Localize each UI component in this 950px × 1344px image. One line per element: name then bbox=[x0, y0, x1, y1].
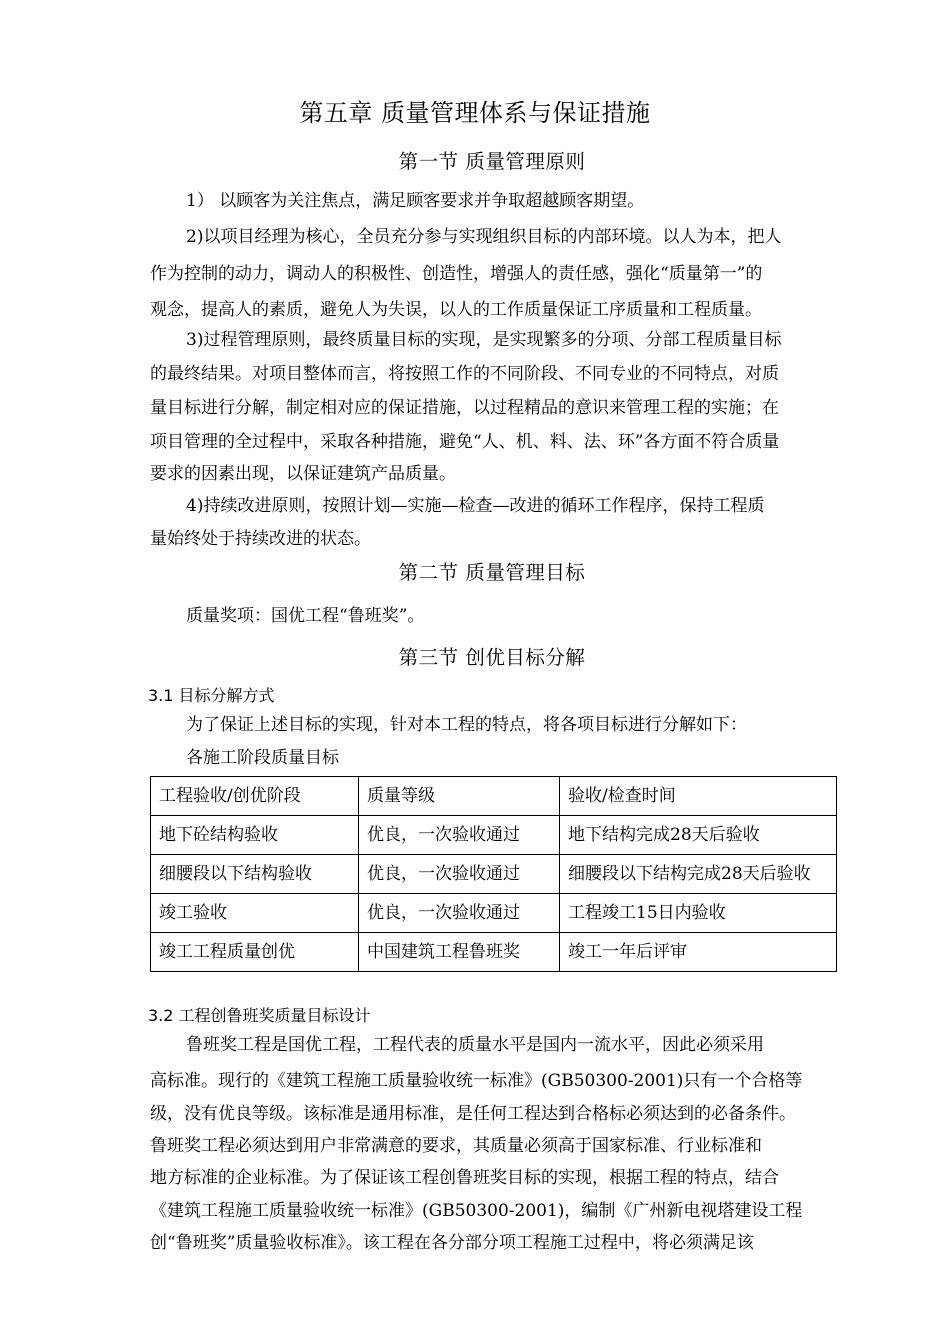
quality-goals-table bbox=[150, 776, 837, 972]
principle-2-line-3: 观念，提高人的素质，避免人为失误，以人的工作质量保证工序质量和工程质量。 bbox=[150, 300, 762, 320]
table-cell: 竣工验收 bbox=[151, 894, 359, 933]
principle-3-line-1: 3)过程管理原则，最终质量目标的实现，是实现繁多的分项、分部工程质量目标 bbox=[186, 330, 782, 350]
section1-title: 第一节 质量管理原则 bbox=[398, 150, 586, 173]
table-caption: 各施工阶段质量目标 bbox=[186, 748, 339, 768]
table-header-row bbox=[151, 777, 837, 816]
body-line: 地方标准的企业标准。为了保证该工程创鲁班奖目标的实现，根据工程的特点，结合 bbox=[150, 1168, 779, 1188]
body-line: 鲁班奖工程是国优工程，工程代表的质量水平是国内一流水平，因此必须采用 bbox=[186, 1035, 764, 1055]
principle-3-line-2: 的最终结果。对项目整体而言，将按照工作的不同阶段、不同专业的不同特点，对质 bbox=[150, 364, 779, 384]
table-cell: 竣工工程质量创优 bbox=[151, 933, 359, 972]
table-cell: 细腰段以下结构完成28天后验收 bbox=[560, 855, 837, 894]
table-row bbox=[151, 816, 837, 855]
table-header-cell: 验收/检查时间 bbox=[560, 777, 837, 816]
body-line: 级，没有优良等级。该标准是通用标准，是任何工程达到合格标必须达到的必备条件。 bbox=[150, 1104, 796, 1124]
table-cell: 工程竣工15日内验收 bbox=[560, 894, 837, 933]
body-line: 高标准。现行的《建筑工程施工质量验收统一标准》(GB50300-2001)只有一个合格等 bbox=[150, 1071, 803, 1091]
table-row bbox=[151, 894, 837, 933]
body-line: 《建筑工程施工质量验收统一标准》(GB50300-2001)，编制《广州新电视塔建设工程 bbox=[150, 1201, 803, 1221]
table-cell: 优良，一次验收通过 bbox=[359, 894, 560, 933]
subsection-3-1-heading: 3.1 目标分解方式 bbox=[148, 686, 275, 705]
table-row bbox=[151, 933, 837, 972]
principle-3-line-3: 量目标进行分解，制定相对应的保证措施，以过程精品的意识来管理工程的实施；在 bbox=[150, 398, 779, 418]
table-header-cell: 质量等级 bbox=[359, 777, 560, 816]
principle-1-line-1: 1） 以顾客为关注焦点，满足顾客要求并争取超越顾客期望。 bbox=[186, 191, 645, 211]
table-cell: 地下砼结构验收 bbox=[151, 816, 359, 855]
body-line: 创“鲁班奖”质量验收标准》。该工程在各分部分项工程施工过程中，将必须满足该 bbox=[150, 1233, 754, 1253]
table-cell: 优良，一次验收通过 bbox=[359, 816, 560, 855]
body-line: 鲁班奖工程必须达到用户非常满意的要求，其质量必须高于国家标准、行业标准和 bbox=[150, 1136, 762, 1156]
table-row bbox=[151, 855, 837, 894]
principle-3-line-5: 要求的因素出现，以保证建筑产品质量。 bbox=[150, 464, 456, 484]
principle-2-line-2: 作为控制的动力，调动人的积极性、创造性，增强人的责任感，强化“质量第一”的 bbox=[150, 264, 763, 284]
table-cell: 竣工一年后评审 bbox=[560, 933, 837, 972]
subsection-3-2-heading: 3.2 工程创鲁班奖质量目标设计 bbox=[148, 1006, 371, 1025]
table-cell: 优良，一次验收通过 bbox=[359, 855, 560, 894]
principle-2-line-1: 2)以项目经理为核心，全员充分参与实现组织目标的内部环境。以人为本，把人 bbox=[186, 227, 782, 247]
chapter-title: 第五章 质量管理体系与保证措施 bbox=[299, 99, 651, 127]
table-cell: 地下结构完成28天后验收 bbox=[560, 816, 837, 855]
decomposition-intro: 为了保证上述目标的实现，针对本工程的特点，将各项目标进行分解如下： bbox=[186, 715, 747, 735]
table-cell: 中国建筑工程鲁班奖 bbox=[359, 933, 560, 972]
table-header-cell: 工程验收/创优阶段 bbox=[151, 777, 359, 816]
section2-title: 第二节 质量管理目标 bbox=[398, 561, 586, 584]
principle-3-line-4: 项目管理的全过程中，采取各种措施，避免“人、机、料、法、环”各方面不符合质量 bbox=[150, 432, 780, 452]
table-cell: 细腰段以下结构验收 bbox=[151, 855, 359, 894]
section3-title: 第三节 创优目标分解 bbox=[398, 646, 586, 669]
quality-award-text: 质量奖项：国优工程“鲁班奖”。 bbox=[186, 606, 425, 626]
principle-4-line-1: 4)持续改进原则，按照计划—实施—检查—改进的循环工作程序，保持工程质 bbox=[186, 496, 765, 516]
principle-4-line-2: 量始终处于持续改进的状态。 bbox=[150, 529, 371, 549]
